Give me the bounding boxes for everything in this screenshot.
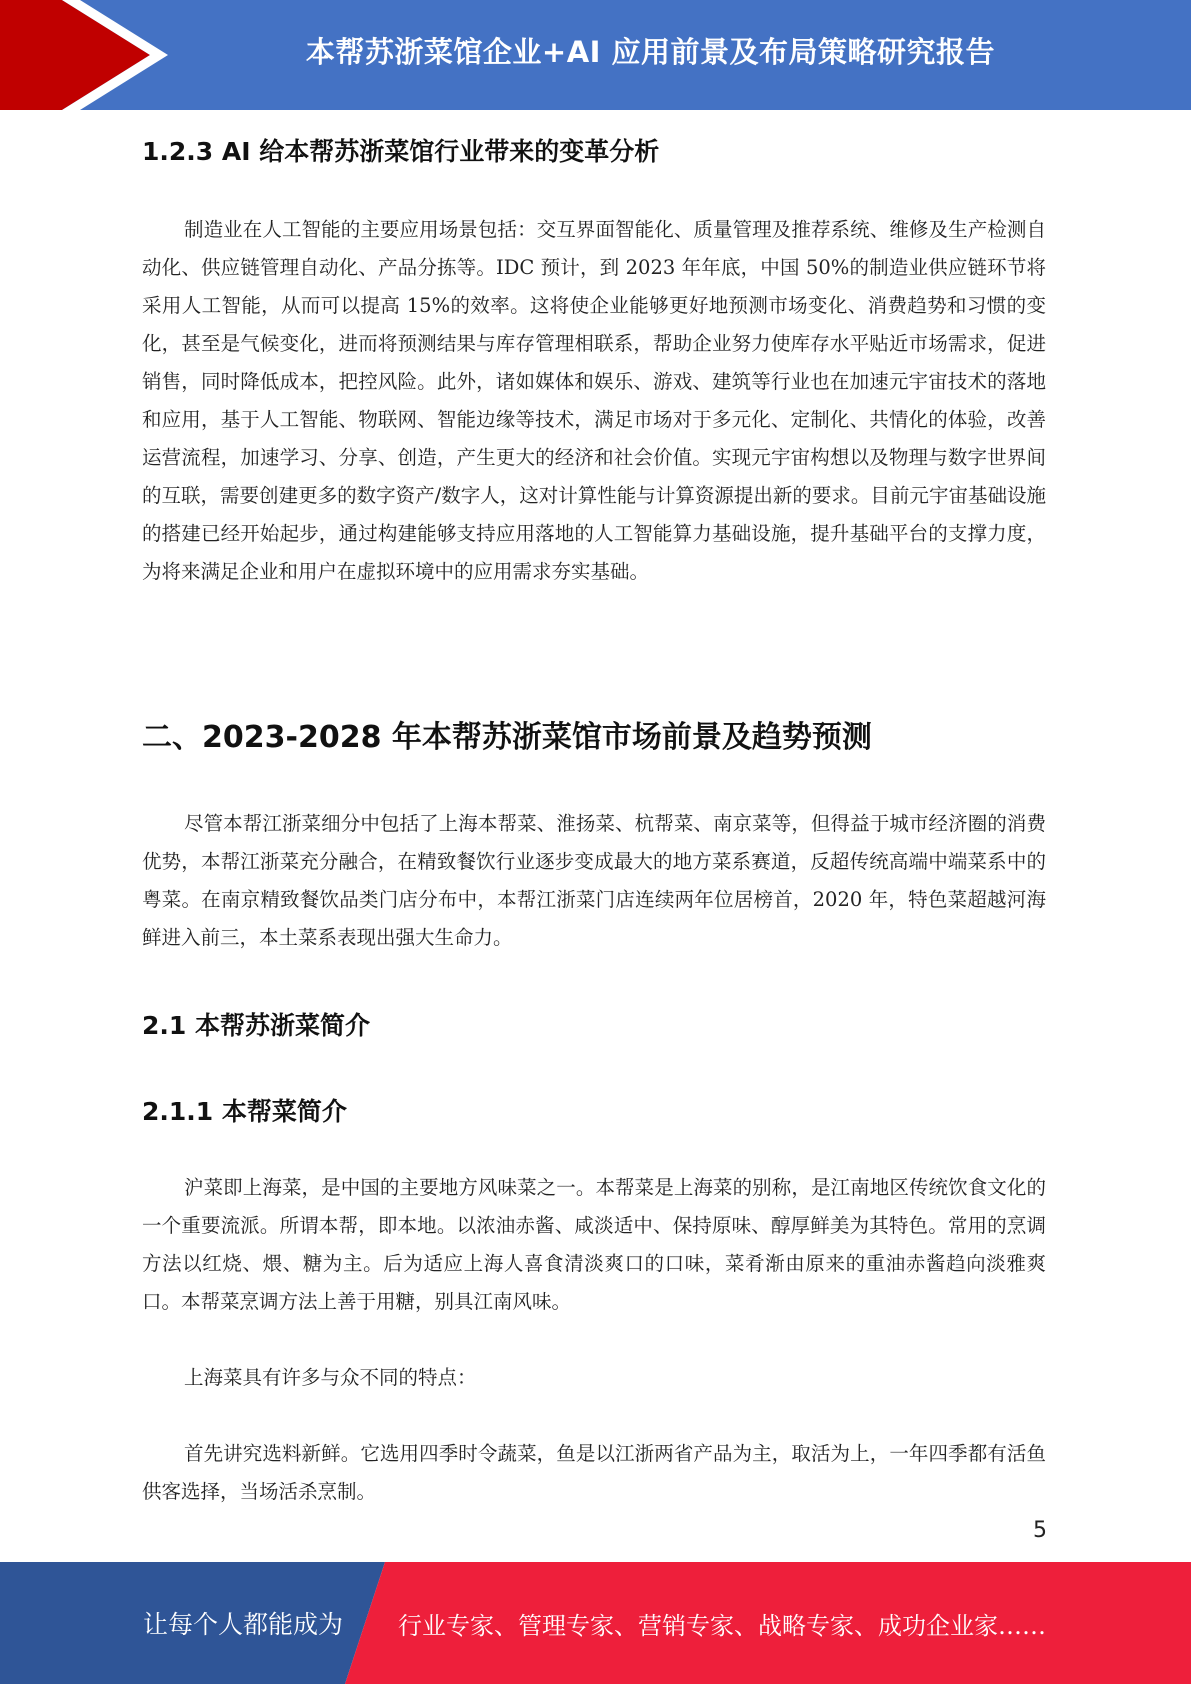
page-header bbox=[0, 0, 1191, 110]
footer-slogan-left: 让每个人都能成为 bbox=[143, 1610, 344, 1639]
paragraph-ai-transformation: 制造业在人工智能的主要应用场景包括：交互界面智能化、质量管理及推荐系统、维修及生产检测自动化、供应链管理自动化、产品分拣等。IDC 预计，到 2023 年年底，中国 50%的制造业供应链环节将采用人工智能，从而可以提高 15%的效率。这将使企业能够更好地预测市场变化、消费趋势和习惯的变化，甚至是气候变化，进而将预测结果与库存管理相联系，帮助企业努力使库存水平贴近市场需求，促进销售，同时降低成本，把控风险。此外，诸如媒体和娱乐、游戏、建筑等行业也在加速元宇宙技术的落地和应用，基于人工智能、物联网、智能边缘等技术，满足市场对于多元化、定制化、共情化的体验，改善运营流程，加速学习、分享、创造，产生更大的经济和社会价值。实现元宇宙构想以及物理与数字世界间的互联，需要创建更多的数字资产/数字人，这对计算性能与计算资源提出新的要求。目前元宇宙基础设施的搭建已经开始起步，通过构建能够支持应用落地的人工智能算力基础设施，提升基础平台的支撑力度，为将来满足企业和用户在虚拟环境中的应用需求夯实基础。 bbox=[142, 218, 1046, 583]
section-heading-2-1: 2.1 本帮苏浙菜简介 bbox=[142, 1011, 370, 1040]
report-title: 本帮苏浙菜馆企业+AI 应用前景及布局策略研究报告 bbox=[305, 34, 996, 69]
paragraph-fresh-ingredients: 首先讲究选料新鲜。它选用四季时令蔬菜，鱼是以江浙两省产品为主，取活为上，一年四季都有活鱼供客选择，当场活杀烹制。 bbox=[142, 1442, 1046, 1503]
footer-slogan-right: 行业专家、管理专家、营销专家、战略专家、成功企业家…… bbox=[398, 1611, 1046, 1640]
page-number: 5 bbox=[1033, 1518, 1047, 1543]
section-heading-2-1-1: 2.1.1 本帮菜简介 bbox=[142, 1097, 347, 1126]
section-heading-1-2-3: 1.2.3 AI 给本帮苏浙菜馆行业带来的变革分析 bbox=[142, 137, 660, 166]
paragraph-benbang-intro: 沪菜即上海菜，是中国的主要地方风味菜之一。本帮菜是上海菜的别称，是江南地区传统饮食文化的一个重要流派。所谓本帮，即本地。以浓油赤酱、咸淡适中、保持原味、醇厚鲜美为其特色。常用的烹调方法以红烧、煨、糖为主。后为适应上海人喜食清淡爽口的口味，菜肴渐由原来的重油赤酱趋向淡雅爽口。本帮菜烹调方法上善于用糖，别具江南风味。 bbox=[142, 1176, 1046, 1313]
paragraph-market-outlook: 尽管本帮江浙菜细分中包括了上海本帮菜、淮扬菜、杭帮菜、南京菜等，但得益于城市经济圈的消费优势，本帮江浙菜充分融合，在精致餐饮行业逐步变成最大的地方菜系赛道，反超传统高端中端菜系中的粤菜。在南京精致餐饮品类门店分布中，本帮江浙菜门店连续两年位居榜首，2020 年，特色菜超越河海鲜进入前三，本土菜系表现出强大生命力。 bbox=[142, 812, 1046, 949]
page-footer bbox=[0, 1562, 1191, 1684]
chapter-heading-2: 二、2023-2028 年本帮苏浙菜馆市场前景及趋势预测 bbox=[142, 720, 872, 755]
paragraph-features-lead: 上海菜具有许多与众不同的特点： bbox=[184, 1366, 477, 1389]
